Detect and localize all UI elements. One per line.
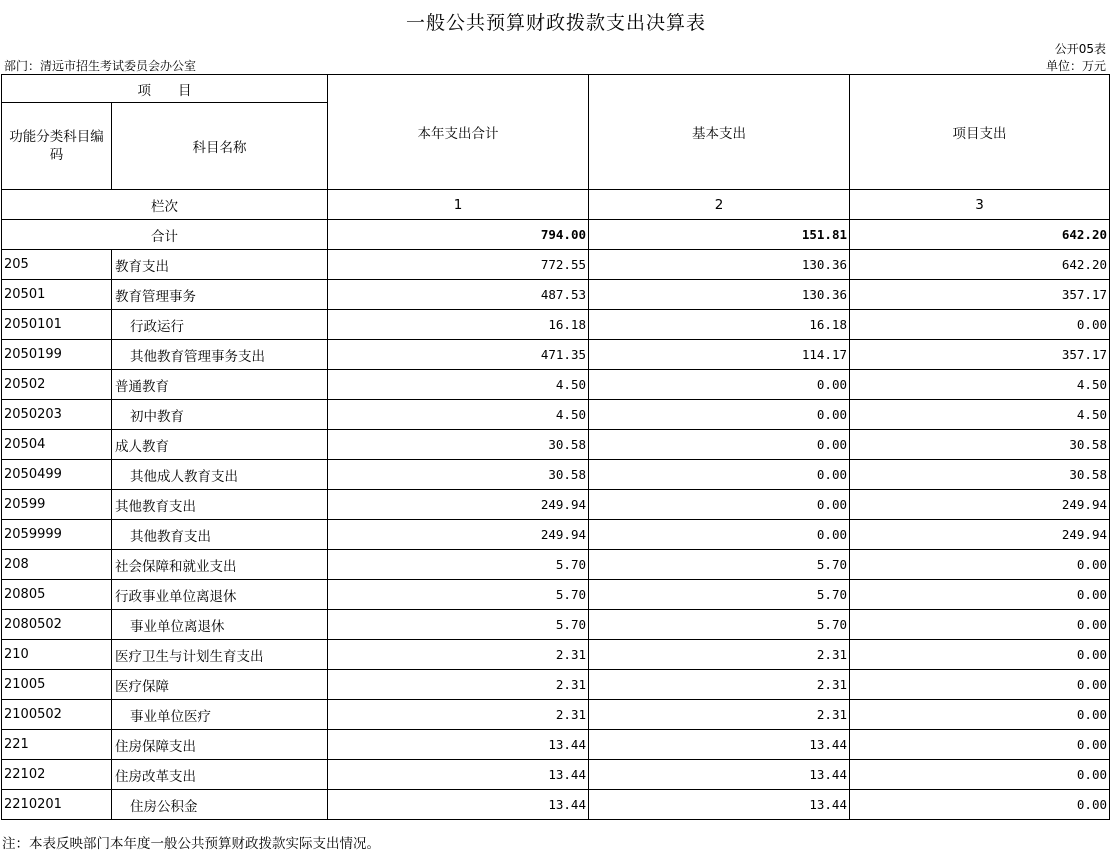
total-cell: 2.31 (328, 640, 589, 670)
total-basic: 151.81 (589, 220, 850, 250)
project-cell: 30.58 (850, 430, 1110, 460)
project-cell: 0.00 (850, 640, 1110, 670)
name-cell: 其他教育管理事务支出 (112, 340, 328, 370)
project-cell: 0.00 (850, 760, 1110, 790)
basic-cell: 5.70 (589, 580, 850, 610)
department-label: 部门：清远市招生考试委员会办公室 (4, 59, 197, 73)
basic-cell: 13.44 (589, 760, 850, 790)
project-cell: 0.00 (850, 730, 1110, 760)
header-project: 项目支出 (850, 75, 1110, 190)
table-row (2, 280, 1110, 310)
header-item: 项 目 (2, 75, 328, 103)
code-cell: 20599 (2, 490, 112, 520)
form-number: 公开05表 (1054, 42, 1106, 56)
code-cell: 22102 (2, 760, 112, 790)
table-row (2, 490, 1110, 520)
total-cell: 16.18 (328, 310, 589, 340)
total-cell: 5.70 (328, 550, 589, 580)
project-cell: 249.94 (850, 520, 1110, 550)
project-cell: 0.00 (850, 580, 1110, 610)
name-cell: 成人教育 (112, 430, 328, 460)
project-cell: 0.00 (850, 550, 1110, 580)
code-cell: 20504 (2, 430, 112, 460)
name-cell: 初中教育 (112, 400, 328, 430)
code-cell: 205 (2, 250, 112, 280)
code-cell: 2050101 (2, 310, 112, 340)
total-cell: 30.58 (328, 430, 589, 460)
name-cell: 其他教育支出 (112, 520, 328, 550)
table-row (2, 550, 1110, 580)
total-cell: 5.70 (328, 610, 589, 640)
name-cell: 医疗保障 (112, 670, 328, 700)
name-cell: 行政运行 (112, 310, 328, 340)
basic-cell: 130.36 (589, 250, 850, 280)
total-cell: 13.44 (328, 730, 589, 760)
name-cell: 社会保障和就业支出 (112, 550, 328, 580)
project-cell: 4.50 (850, 400, 1110, 430)
code-cell: 208 (2, 550, 112, 580)
code-cell: 2050203 (2, 400, 112, 430)
header-total: 本年支出合计 (328, 75, 589, 190)
basic-cell: 5.70 (589, 550, 850, 580)
table-row (2, 400, 1110, 430)
project-cell: 30.58 (850, 460, 1110, 490)
table-row (2, 340, 1110, 370)
basic-cell: 0.00 (589, 520, 850, 550)
code-cell: 20501 (2, 280, 112, 310)
basic-cell: 0.00 (589, 460, 850, 490)
total-cell: 471.35 (328, 340, 589, 370)
total-label: 合计 (2, 220, 328, 250)
basic-cell: 5.70 (589, 610, 850, 640)
name-cell: 其他教育支出 (112, 490, 328, 520)
code-cell: 20502 (2, 370, 112, 400)
report-title: 一般公共预算财政拨款支出决算表 (405, 12, 706, 34)
header-code: 功能分类科目编码 (2, 103, 112, 190)
name-cell: 事业单位离退休 (112, 610, 328, 640)
code-cell: 21005 (2, 670, 112, 700)
basic-cell: 13.44 (589, 790, 850, 820)
total-cell: 30.58 (328, 460, 589, 490)
code-cell: 2210201 (2, 790, 112, 820)
total-amount: 794.00 (328, 220, 589, 250)
table-row (2, 370, 1110, 400)
basic-cell: 2.31 (589, 670, 850, 700)
table-row (2, 430, 1110, 460)
code-cell: 2080502 (2, 610, 112, 640)
table-row (2, 790, 1110, 820)
table-row (2, 730, 1110, 760)
name-cell: 行政事业单位离退休 (112, 580, 328, 610)
project-cell: 357.17 (850, 340, 1110, 370)
total-cell: 772.55 (328, 250, 589, 280)
table-row (2, 760, 1110, 790)
column-label: 栏次 (2, 190, 328, 220)
basic-cell: 16.18 (589, 310, 850, 340)
header-name: 科目名称 (112, 103, 328, 190)
name-cell: 住房公积金 (112, 790, 328, 820)
table-row (2, 670, 1110, 700)
basic-cell: 0.00 (589, 490, 850, 520)
code-cell: 2059999 (2, 520, 112, 550)
project-cell: 0.00 (850, 700, 1110, 730)
total-cell: 249.94 (328, 490, 589, 520)
project-cell: 357.17 (850, 280, 1110, 310)
basic-cell: 0.00 (589, 400, 850, 430)
basic-cell: 2.31 (589, 700, 850, 730)
table-row (2, 640, 1110, 670)
total-project: 642.20 (850, 220, 1110, 250)
table-row (2, 520, 1110, 550)
total-cell: 4.50 (328, 370, 589, 400)
name-cell: 医疗卫生与计划生育支出 (112, 640, 328, 670)
column-number-row (2, 190, 1110, 220)
name-cell: 事业单位医疗 (112, 700, 328, 730)
project-cell: 4.50 (850, 370, 1110, 400)
basic-cell: 13.44 (589, 730, 850, 760)
table-row (2, 610, 1110, 640)
column-number-2: 2 (589, 190, 850, 220)
name-cell: 教育管理事务 (112, 280, 328, 310)
total-cell: 2.31 (328, 670, 589, 700)
total-row (2, 220, 1110, 250)
total-cell: 5.70 (328, 580, 589, 610)
column-number-3: 3 (850, 190, 1110, 220)
project-cell: 0.00 (850, 610, 1110, 640)
basic-cell: 0.00 (589, 430, 850, 460)
footnote: 注：本表反映部门本年度一般公共预算财政拨款实际支出情况。 (2, 836, 380, 852)
header-row-item (2, 75, 1110, 103)
project-cell: 642.20 (850, 250, 1110, 280)
table-row (2, 580, 1110, 610)
code-cell: 2100502 (2, 700, 112, 730)
code-cell: 210 (2, 640, 112, 670)
project-cell: 0.00 (850, 670, 1110, 700)
basic-cell: 114.17 (589, 340, 850, 370)
name-cell: 其他成人教育支出 (112, 460, 328, 490)
table-row (2, 700, 1110, 730)
basic-cell: 2.31 (589, 640, 850, 670)
name-cell: 住房保障支出 (112, 730, 328, 760)
project-cell: 0.00 (850, 790, 1110, 820)
code-cell: 20805 (2, 580, 112, 610)
project-cell: 249.94 (850, 490, 1110, 520)
project-cell: 0.00 (850, 310, 1110, 340)
header-basic: 基本支出 (589, 75, 850, 190)
total-cell: 249.94 (328, 520, 589, 550)
unit-label: 单位：万元 (1045, 59, 1106, 73)
code-cell: 221 (2, 730, 112, 760)
total-cell: 487.53 (328, 280, 589, 310)
code-cell: 2050499 (2, 460, 112, 490)
basic-cell: 130.36 (589, 280, 850, 310)
table-row (2, 250, 1110, 280)
total-cell: 4.50 (328, 400, 589, 430)
column-number-1: 1 (328, 190, 589, 220)
total-cell: 13.44 (328, 790, 589, 820)
total-cell: 2.31 (328, 700, 589, 730)
expenditure-table (1, 74, 1110, 820)
basic-cell: 0.00 (589, 370, 850, 400)
table-row (2, 310, 1110, 340)
total-cell: 13.44 (328, 760, 589, 790)
name-cell: 普通教育 (112, 370, 328, 400)
table-row (2, 460, 1110, 490)
name-cell: 住房改革支出 (112, 760, 328, 790)
code-cell: 2050199 (2, 340, 112, 370)
name-cell: 教育支出 (112, 250, 328, 280)
